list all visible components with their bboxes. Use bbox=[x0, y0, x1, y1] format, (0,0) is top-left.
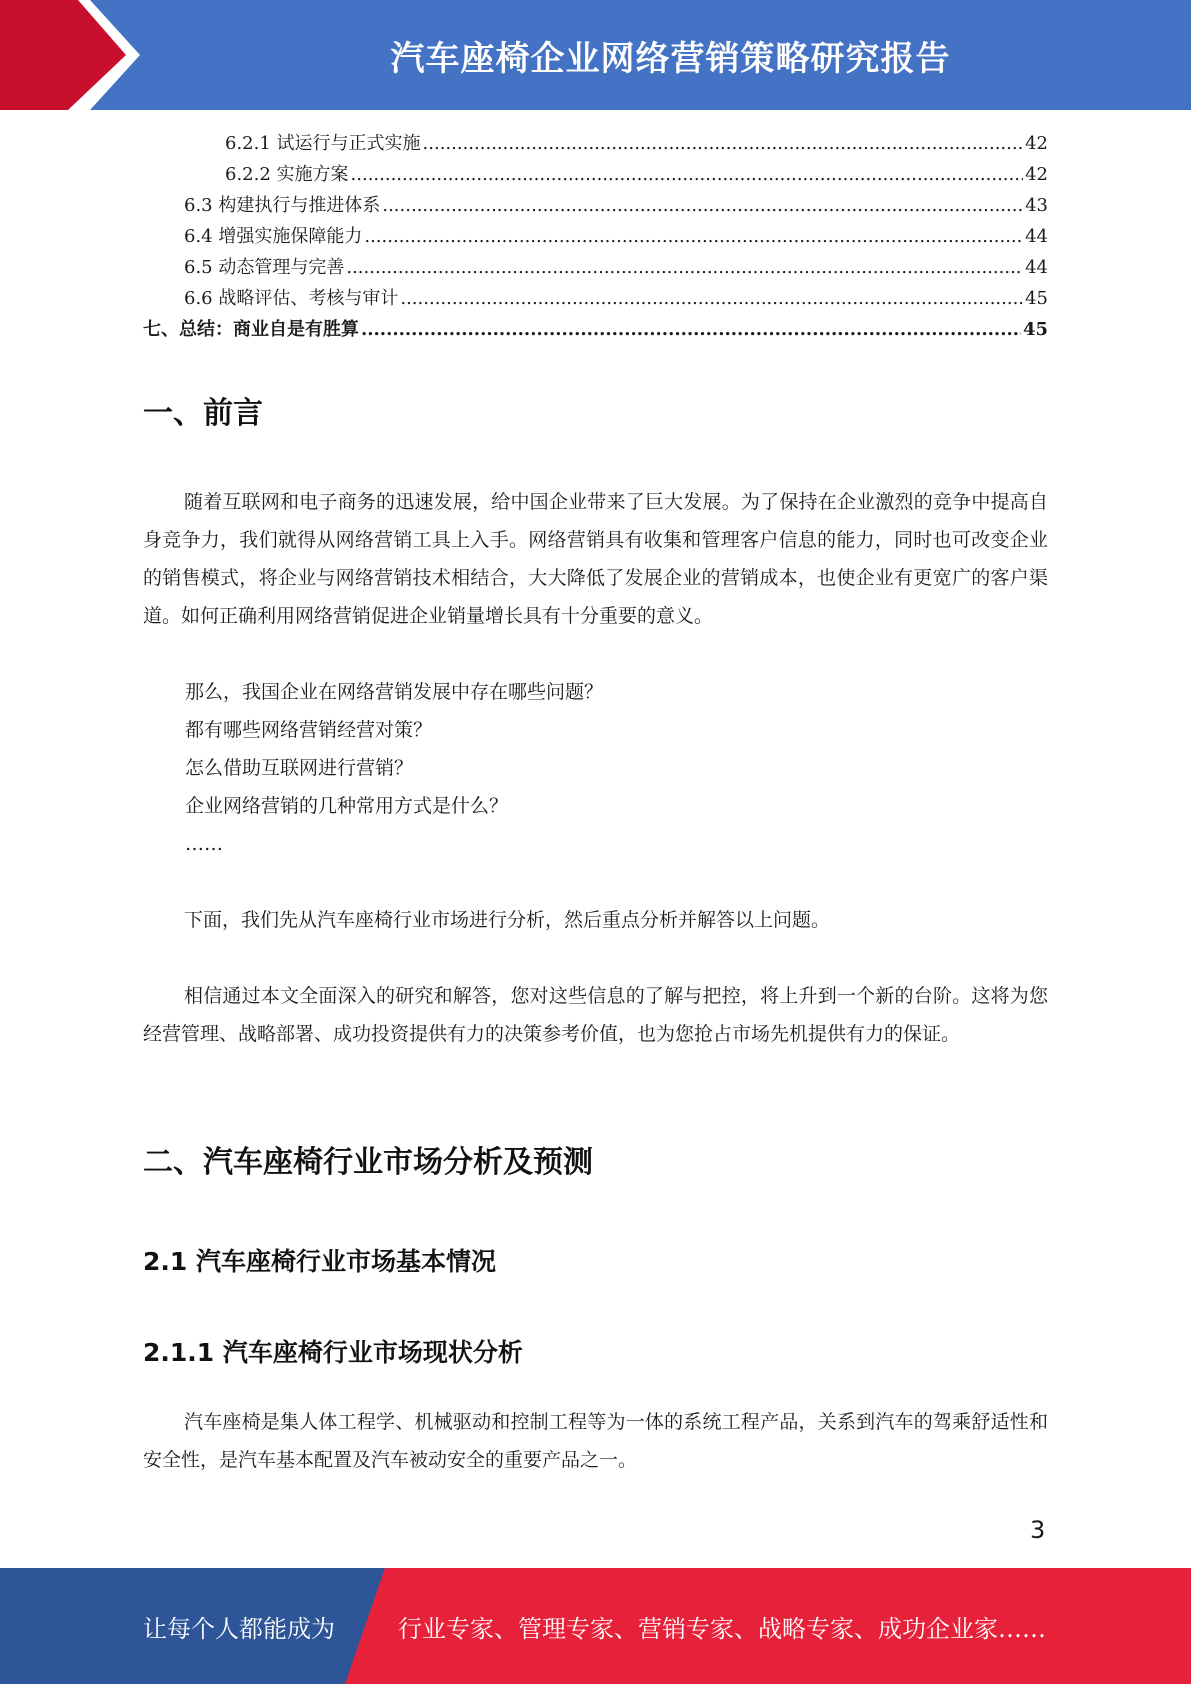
subsection-heading: 2.1 汽车座椅行业市场基本情况 bbox=[143, 1247, 496, 1276]
subsection-heading: 2.1.1 汽车座椅行业市场现状分析 bbox=[143, 1338, 523, 1367]
page-footer bbox=[0, 1568, 1191, 1684]
paragraph: 相信通过本文全面深入的研究和解答，您对这些信息的了解与把控，将上升到一个新的台阶。这将为您经营管理、战略部署、成功投资提供有力的决策参考价值，也为您抢占市场先机提供有力的保证。 bbox=[143, 985, 1048, 1045]
ellipsis-line: …… bbox=[185, 833, 223, 855]
toc-entry[interactable] bbox=[143, 159, 1048, 190]
toc-entry-label: 6.2.2 实施方案 bbox=[225, 164, 349, 185]
toc-entry[interactable] bbox=[143, 314, 1048, 345]
toc-leader-dots bbox=[423, 128, 1024, 159]
toc-entry-page: 44 bbox=[1025, 257, 1048, 278]
toc-entry[interactable] bbox=[143, 283, 1048, 314]
toc-entry-page: 45 bbox=[1025, 288, 1048, 309]
section-heading: 二、汽车座椅行业市场分析及预测 bbox=[143, 1145, 593, 1180]
footer-slogan-left: 让每个人都能成为 bbox=[143, 1614, 335, 1643]
paragraph: 下面，我们先从汽车座椅行业市场进行分析，然后重点分析并解答以上问题。 bbox=[184, 909, 831, 931]
question-line: 都有哪些网络营销经营对策？ bbox=[185, 719, 433, 741]
toc-entry-label: 6.2.1 试运行与正式实施 bbox=[225, 133, 421, 154]
toc-entry-label: 6.4 增强实施保障能力 bbox=[184, 226, 363, 247]
question-line: 怎么借助互联网进行营销？ bbox=[185, 757, 414, 779]
toc-entry-page: 43 bbox=[1025, 195, 1048, 216]
page-number: 3 bbox=[1030, 1516, 1046, 1544]
paragraph: 随着互联网和电子商务的迅速发展，给中国企业带来了巨大发展。为了保持在企业激烈的竞争中提高自身竞争力，我们就得从网络营销工具上入手。网络营销具有收集和管理客户信息的能力，同时也可改变企业的销售模式，将企业与网络营销技术相结合，大大降低了发展企业的营销成本，也使企业有更宽广的客户渠道。如何正确利用网络营销促进企业销量增长具有十分重要的意义。 bbox=[143, 491, 1048, 627]
document-title: 汽车座椅企业网络营销策略研究报告 bbox=[390, 38, 951, 79]
toc-leader-dots bbox=[346, 252, 1023, 283]
toc-entry-label: 七、总结：商业自是有胜算 bbox=[143, 319, 359, 340]
table-of-contents bbox=[143, 128, 1048, 345]
toc-leader-dots bbox=[361, 314, 1021, 345]
paragraph: 汽车座椅是集人体工程学、机械驱动和控制工程等为一体的系统工程产品，关系到汽车的驾乘舒适性和安全性，是汽车基本配置及汽车被动安全的重要产品之一。 bbox=[143, 1411, 1048, 1471]
toc-entry[interactable] bbox=[143, 221, 1048, 252]
toc-leader-dots bbox=[351, 159, 1024, 190]
toc-entry-label: 6.3 构建执行与推进体系 bbox=[184, 195, 381, 216]
header-arrow-decoration bbox=[0, 0, 160, 110]
toc-entry-page: 42 bbox=[1025, 164, 1048, 185]
footer-slogan-right: 行业专家、管理专家、营销专家、战略专家、成功企业家…… bbox=[398, 1614, 1046, 1643]
toc-entry[interactable] bbox=[143, 128, 1048, 159]
toc-entry[interactable] bbox=[143, 190, 1048, 221]
toc-entry-label: 6.6 战略评估、考核与审计 bbox=[184, 288, 399, 309]
toc-entry-label: 6.5 动态管理与完善 bbox=[184, 257, 345, 278]
question-line: 那么，我国企业在网络营销发展中存在哪些问题？ bbox=[185, 681, 604, 703]
page-header bbox=[0, 0, 1191, 110]
toc-leader-dots bbox=[382, 190, 1023, 221]
toc-entry-page: 42 bbox=[1025, 133, 1048, 154]
toc-entry-page: 45 bbox=[1022, 319, 1048, 340]
toc-leader-dots bbox=[364, 221, 1023, 252]
toc-leader-dots bbox=[400, 283, 1023, 314]
section-heading: 一、前言 bbox=[143, 396, 263, 431]
toc-entry[interactable] bbox=[143, 252, 1048, 283]
question-line: 企业网络营销的几种常用方式是什么？ bbox=[185, 795, 509, 817]
toc-entry-page: 44 bbox=[1025, 226, 1048, 247]
